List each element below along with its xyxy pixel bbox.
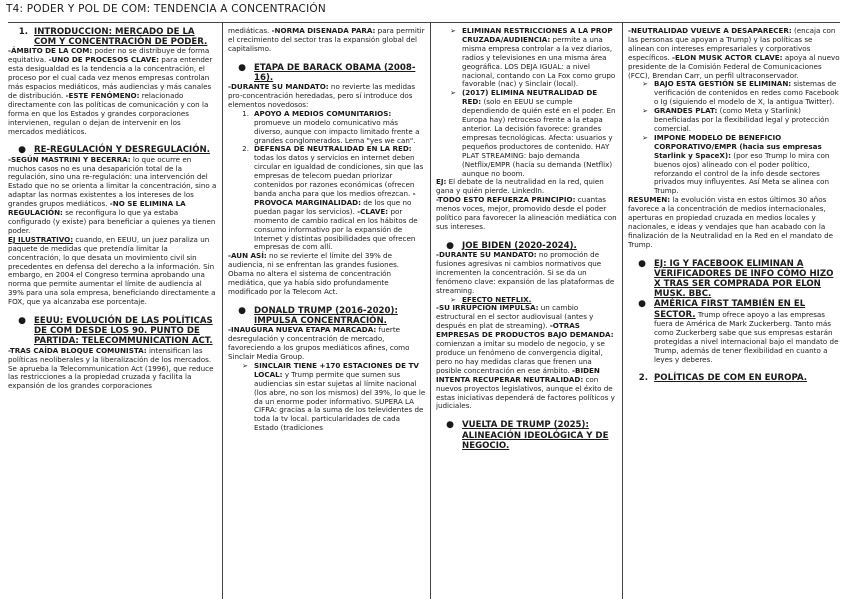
- text: intensifican las políticas neoliberales y la liberalización de los mercados. Se aprueba la Telecommunication Act (1996), que reduce las restricciones a la propiedad cruzada y facilita la expansión de los grandes corporaciones: [8, 345, 214, 391]
- column-divider-2: [430, 22, 431, 599]
- label-sinclair: SINCLAIR TIENE +170 ESTACIONES DE TV LOCAL:: [254, 360, 419, 379]
- label-otras-empresas: -OTRAS EMPRESAS DE PRODUCTOS BAJO DEMANDA:: [436, 321, 614, 340]
- label-elon-musk: -ELON MUSK ACTOR CLAVE:: [672, 52, 783, 62]
- label-mandato: -DURANTE SU MANDATO:: [228, 82, 329, 92]
- text: comienzan a imitar su modelo de negocio, y se produce un fenómeno de convergencia digital, pero no hay medidas claras que frenen una posible concentración en ese ámbito.: [436, 339, 605, 375]
- text: (como Meta y Starlink) beneficiadas por la flexibilidad legal y protección comercial.: [654, 106, 830, 133]
- label-resumen: RESUMEN:: [628, 195, 671, 205]
- section-title: ETAPA DE BARACK OBAMA (2008-16).: [254, 62, 416, 83]
- list-item: [228, 145, 426, 252]
- arrow-bullet-icon: ➢: [642, 133, 648, 142]
- label-neutralidad: DEFENSA DE NEUTRALIDAD EN LA RED:: [254, 144, 412, 154]
- text: la evolución vista en estos últimos 30 años favorece a la concentración de medios internacionales, aperturas en propiedad cruzada en medios locales y nacionales, e ideas y vendajes que han acabado con la finalización de la Neutralidad en la Red en el mandato de Trump.: [628, 195, 834, 249]
- section-title: DONALD TRUMP (2016-2020): IMPULSA CONCENTRACIÓN.: [254, 305, 398, 327]
- bullet-icon: ●: [446, 420, 454, 431]
- label-grandes-plat: GRANDES PLAT:: [654, 106, 718, 116]
- label-comunitarios: APOYO A MEDIOS COMUNITARIOS:: [254, 108, 392, 118]
- text: mediáticas.: [228, 27, 272, 35]
- section-title: RE-REGULACIÓN Y DESREGULACIÓN.: [34, 145, 211, 156]
- column-3: [436, 27, 618, 599]
- paragraph-neutralidad-desaparece: [628, 27, 840, 80]
- text: permite a una misma empresa controlar a la vez diarios, radios y televisiones en una misma área geográfica. LOS DEJA IGUAL: a nivel nacional, contando con La Fox como grupo favorable (nac) y Sinclair (local).: [462, 34, 616, 89]
- text: poder no se distribuye de forma equitativa.: [8, 46, 210, 65]
- text: (solo en EEUU se cumple dependiendo de quién esté en el poder. En Europa hay) retroceso frente a la etapa anterior. La decisión favorece: grandes empresas tecnológicas. Afecta: usuarios y pequeños productores de contenido. HAY PLAT STREAMING: bajo demanda (Netflix/EMPR (hacia su demanda (Netflix) aunque no boom.: [462, 97, 616, 178]
- list-item: [436, 89, 618, 178]
- section-number: 1.: [18, 27, 28, 37]
- section-ej-ig-heading: [628, 259, 840, 300]
- paragraph-refuerza: [436, 196, 618, 232]
- paragraph-caida-bloque: [8, 347, 218, 392]
- section-title: POLÍTICAS DE COM EN EUROPA.: [654, 373, 808, 384]
- arrow-bullet-icon: ➢: [642, 80, 648, 89]
- label-marginalidad: -PROVOCA MARGINALIDAD:: [254, 189, 416, 207]
- label-restricciones: ELIMINAN RESTRICCIONES A LA PROP CRUZADA/AUDIENCIA:: [462, 27, 613, 44]
- label-neutralidad: -NEUTRALIDAD VUELVE A DESAPARECER:: [628, 27, 792, 35]
- label-refuerza: -TODO ESTO REFUERZA PRINCIPIO:: [436, 195, 576, 205]
- paragraph-irrupcion: [436, 304, 618, 411]
- bullet-icon: ●: [238, 305, 246, 316]
- list-item: [628, 134, 840, 196]
- paragraph-ej-debate: [436, 178, 618, 196]
- text: sistemas de verificación de contenidos en redes como Facebook o Ig (siguiendo el modelo de X, la antigua Twitter).: [654, 79, 839, 107]
- text: no se revierte el límite del 39% de audiencia, ni se enfrentan las grandes fusiones. Obama no altera el sistema de concentración mediática, que ya había sido profundamente modificado por la Telecom Act.: [228, 251, 400, 296]
- column-4: [628, 27, 840, 599]
- list-number: 1.: [242, 108, 249, 118]
- arrow-bullet-icon: ➢: [242, 361, 248, 370]
- section-europa-heading: [628, 373, 840, 383]
- list-number: 2.: [242, 144, 249, 154]
- column-divider-1: [222, 22, 223, 599]
- label-ej: EJ:: [436, 177, 447, 187]
- text: para permitir el crecimiento del sector tras la expansión global del capitalismo.: [228, 27, 425, 53]
- section-title: INTRODUCCIÓN: MERCADO DE LA COM Y CONCENTRACIÓN DE PODER.: [34, 27, 208, 48]
- text: (encaja con las personas que apoyan a Trump) y las políticas se alinean con intereses empresariales y corporativos específicos.: [628, 27, 836, 62]
- document-title: T4: PODER Y POL DE COM: TENDENCIA A CONCENTRACIÓN: [6, 3, 326, 15]
- bullet-icon: ●: [638, 299, 646, 310]
- label-clave: -CLAVE:: [357, 206, 389, 216]
- section-number: 2.: [638, 373, 648, 384]
- bullet-icon: ●: [238, 62, 246, 73]
- bullet-icon: ●: [446, 240, 454, 251]
- text: y Trump permite que sumen sus audiencias sin estar sujetas al límite nacional (los abre, no son los mismos) del 39%, lo que le da un enorme poder informativo. SUPERA LA CIFRA: gracias a la suma de los televidentes de toda la tv local. particularidades de cada Estado (tradiciones: [254, 369, 426, 433]
- text: por momento de cambio radical en los hábitos de consumo informativo por la expansión de Internet y distintas posibilidades que ofrecen empresas de com allí.: [254, 206, 418, 252]
- list-item: [228, 110, 426, 146]
- label-caida: -TRAS CAÍDA BLOQUE COMUNISTA:: [8, 345, 147, 355]
- list-item: [436, 27, 618, 89]
- label-no-elimina: -NO SE ELIMINA LA REGULACIÓN:: [8, 199, 186, 218]
- arrow-bullet-icon: ➢: [642, 107, 648, 116]
- paragraph-obama-mandato: [228, 83, 426, 110]
- list-item: [628, 107, 840, 134]
- text: apoya al nuevo presidente de la Comisión Federal de Comunicaciones (FCC), Brendan Carr, un perfil ultraconservador.: [628, 52, 840, 80]
- bullet-icon: ●: [638, 258, 646, 269]
- text: no revierte las medidas pro-concentración heredadas, pero sí introduce dos elementos novedosos:: [228, 82, 416, 109]
- text: cuando, en EEUU, un juez paraliza un paquete de medidas que pretendía limitar la concentración, lo que desata un movimiento civil sin precedentes en defensa del derecho a la información. Sin embargo, en 2004 el Congreso termina aprobando una norma que permite aumentar el límite de audiencia al 39% para una sola empresa, beneficiando directamente a FOX, que ya alcanzaba ese porcentaje.: [8, 234, 216, 307]
- list-item: [628, 80, 840, 107]
- paragraph-norma: [228, 27, 426, 54]
- section-title: EEUU: EVOLUCIÓN DE LAS POLÍTICAS DE COM DESDE LOS 90. PUNTO DE PARTIDA: TELECOMMUNICATION ACT.: [34, 316, 213, 347]
- top-rule: [8, 22, 840, 23]
- column-divider-3: [622, 22, 623, 599]
- section-vuelta-trump-heading: [436, 420, 618, 451]
- text: con nuevos proyectos legislativos, aunque el éxito de estas iniciativas dependerá de factores políticos y judiciales.: [436, 374, 615, 411]
- label-modelo-beneficio: IMPONE MODELO DE BENEFICIO CORPORATIVO/EMPR (hacia sus empresas Starlink y SpaceX):: [654, 132, 822, 160]
- label-ambito: -ÁMBITO DE LA COM:: [8, 46, 93, 56]
- paragraph-ambito: [8, 47, 218, 136]
- label-eliminan: BAJO ESTA GESTIÓN SE ELIMINAN:: [654, 79, 792, 89]
- list-item: [228, 362, 426, 433]
- label-neutralidad-red: (2017) ELIMINA NEUTRALIDAD DE RED:: [462, 88, 598, 107]
- paragraph-aun-asi: [228, 252, 426, 297]
- text: (por eso Trump lo mira con buenos ojos) alineado con el poder político, reforzando el control de la info desde sectores privados muy influyentes. Así Meta se alinea con Trump.: [654, 150, 830, 196]
- label-aun-asi: -AUN ASÍ:: [228, 251, 267, 261]
- subsection-title: EFECTO NETFLIX.: [462, 294, 532, 304]
- label-mastrini: -SEGÚN MASTRINI Y BECERRA:: [8, 154, 131, 164]
- column-1: [8, 27, 218, 599]
- text: de los que no puedan pagar los servicios).: [254, 197, 412, 216]
- paragraph-inaugura: [228, 326, 426, 362]
- arrow-bullet-icon: ➢: [450, 27, 456, 35]
- label-inaugura: -INAUGURA NUEVA ETAPA MARCADA:: [228, 325, 377, 335]
- paragraph-resumen: [628, 196, 840, 249]
- text: relacionado directamente con las políticas de comunicación y con la forma en que los Estados y grandes corporaciones intervienen, regulan o dejan de intervenir en los mercados mediáticos.: [8, 90, 209, 136]
- section-trump-heading: [228, 306, 426, 326]
- arrow-bullet-icon: ➢: [450, 295, 456, 304]
- text: cuantas menos voces, mejor, promovido desde el poder político para favorecer la alineación mediática con sus intereses.: [436, 195, 617, 231]
- section-title: EJ: IG Y FACEBOOK ELIMINAN A VERIFICADORES DE INFO CÓMO HIZO X TRAS SER COMPRADA POR ELON MUSK. BBC.: [654, 258, 834, 300]
- section-intro-heading: [8, 27, 218, 47]
- text: El debate de la neutralidad en la red, quien gana y quién pierde. LinkedIn.: [436, 177, 604, 196]
- section-title: AMÉRICA FIRST TAMBIÉN EN EL SECTOR.: [654, 299, 806, 320]
- text: un cambio estructural en el sector audiovisual (antes y después en plat de streaming).: [436, 303, 594, 331]
- section-america-first: [628, 299, 840, 364]
- column-2: [228, 27, 426, 599]
- text: fuerte desregulación y concentración de mercado, favoreciendo a los grupos mediáticos afines, como Sinclair Media Group.: [228, 325, 410, 361]
- text: Trump ofrece apoyo a las empresas fuera de América de Mark Zuckerberg. Tanto más como Zuckerberg sabe que sus empresas estarán protegidas a nivel internacional bajo el mandato de Trump, además de tener flexibilidad en cuanto a leyes y deberes.: [654, 309, 839, 364]
- paragraph-biden-mandato: [436, 251, 618, 296]
- paragraph-mastrini: [8, 156, 218, 236]
- label-procesos: -UNO DE PROCESOS CLAVE:: [48, 55, 159, 65]
- section-eeuu-heading: [8, 316, 218, 347]
- section-title: VUELTA DE TRUMP (2025): ALINEACIÓN IDEOLÓGICA Y DE NEGOCIO.: [462, 420, 609, 451]
- label-fenomeno: -ESTE FENÓMENO:: [65, 90, 140, 100]
- text: para entender esta desigualdad es la tendencia a la concentración, el proceso por el cual cada vez menos empresas controlan más espacios mediáticos, más audiencias y más canales de distribución.: [8, 55, 213, 100]
- arrow-bullet-icon: ➢: [450, 89, 456, 98]
- section-obama-heading: [228, 63, 426, 83]
- label-biden-neutralidad: -BIDEN INTENTA RECUPERAR NEUTRALIDAD:: [436, 365, 600, 384]
- label-irrupcion: -SU IRRUPCIÓN IMPULSA:: [436, 303, 539, 313]
- text: no promoción de fusiones agresivas ni cambios normativos que incrementen la concentración. Si se da un fenómeno clave: expansión de las plataformas de streaming.: [436, 250, 615, 295]
- text: todas los datos y servicios en internet deben circular en igualdad de condiciones, sin que las empresas de telecom puedan priorizar contenidos por razones económicas (ofrecen banda ancha para que los medios ofrezcan.: [254, 153, 424, 198]
- paragraph-ej-ilustrativo: [8, 236, 218, 307]
- bullet-icon: ●: [18, 316, 26, 327]
- content-grid: [0, 22, 848, 599]
- section-title: JOE BIDEN (2020-2024).: [462, 240, 577, 251]
- label-ej: EJ ILUSTRATIVO:: [8, 234, 74, 244]
- bullet-icon: ●: [18, 145, 26, 156]
- label-norma: -NORMA DISEÑADA PARA:: [271, 27, 376, 35]
- label-mandato: -DURANTE SU MANDATO:: [436, 250, 537, 260]
- text: lo que ocurre en muchos casos no es una desaparición total de la regulación, sino una re-regulación: una intervención del Estado que no se orienta a limitar la concentración, sino a adaptar las normas existentes a los intereses de los grandes grupos mediáticos.: [8, 154, 217, 209]
- text: se reconfigura lo que ya estaba configurado (y existe) para beneficiar a quienes ya tienen poder.: [8, 208, 216, 235]
- text: promueve un modelo comunicativo más diverso, aunque con impacto limitado frente a grandes conglomerados. Lema "yes we can".: [254, 117, 420, 145]
